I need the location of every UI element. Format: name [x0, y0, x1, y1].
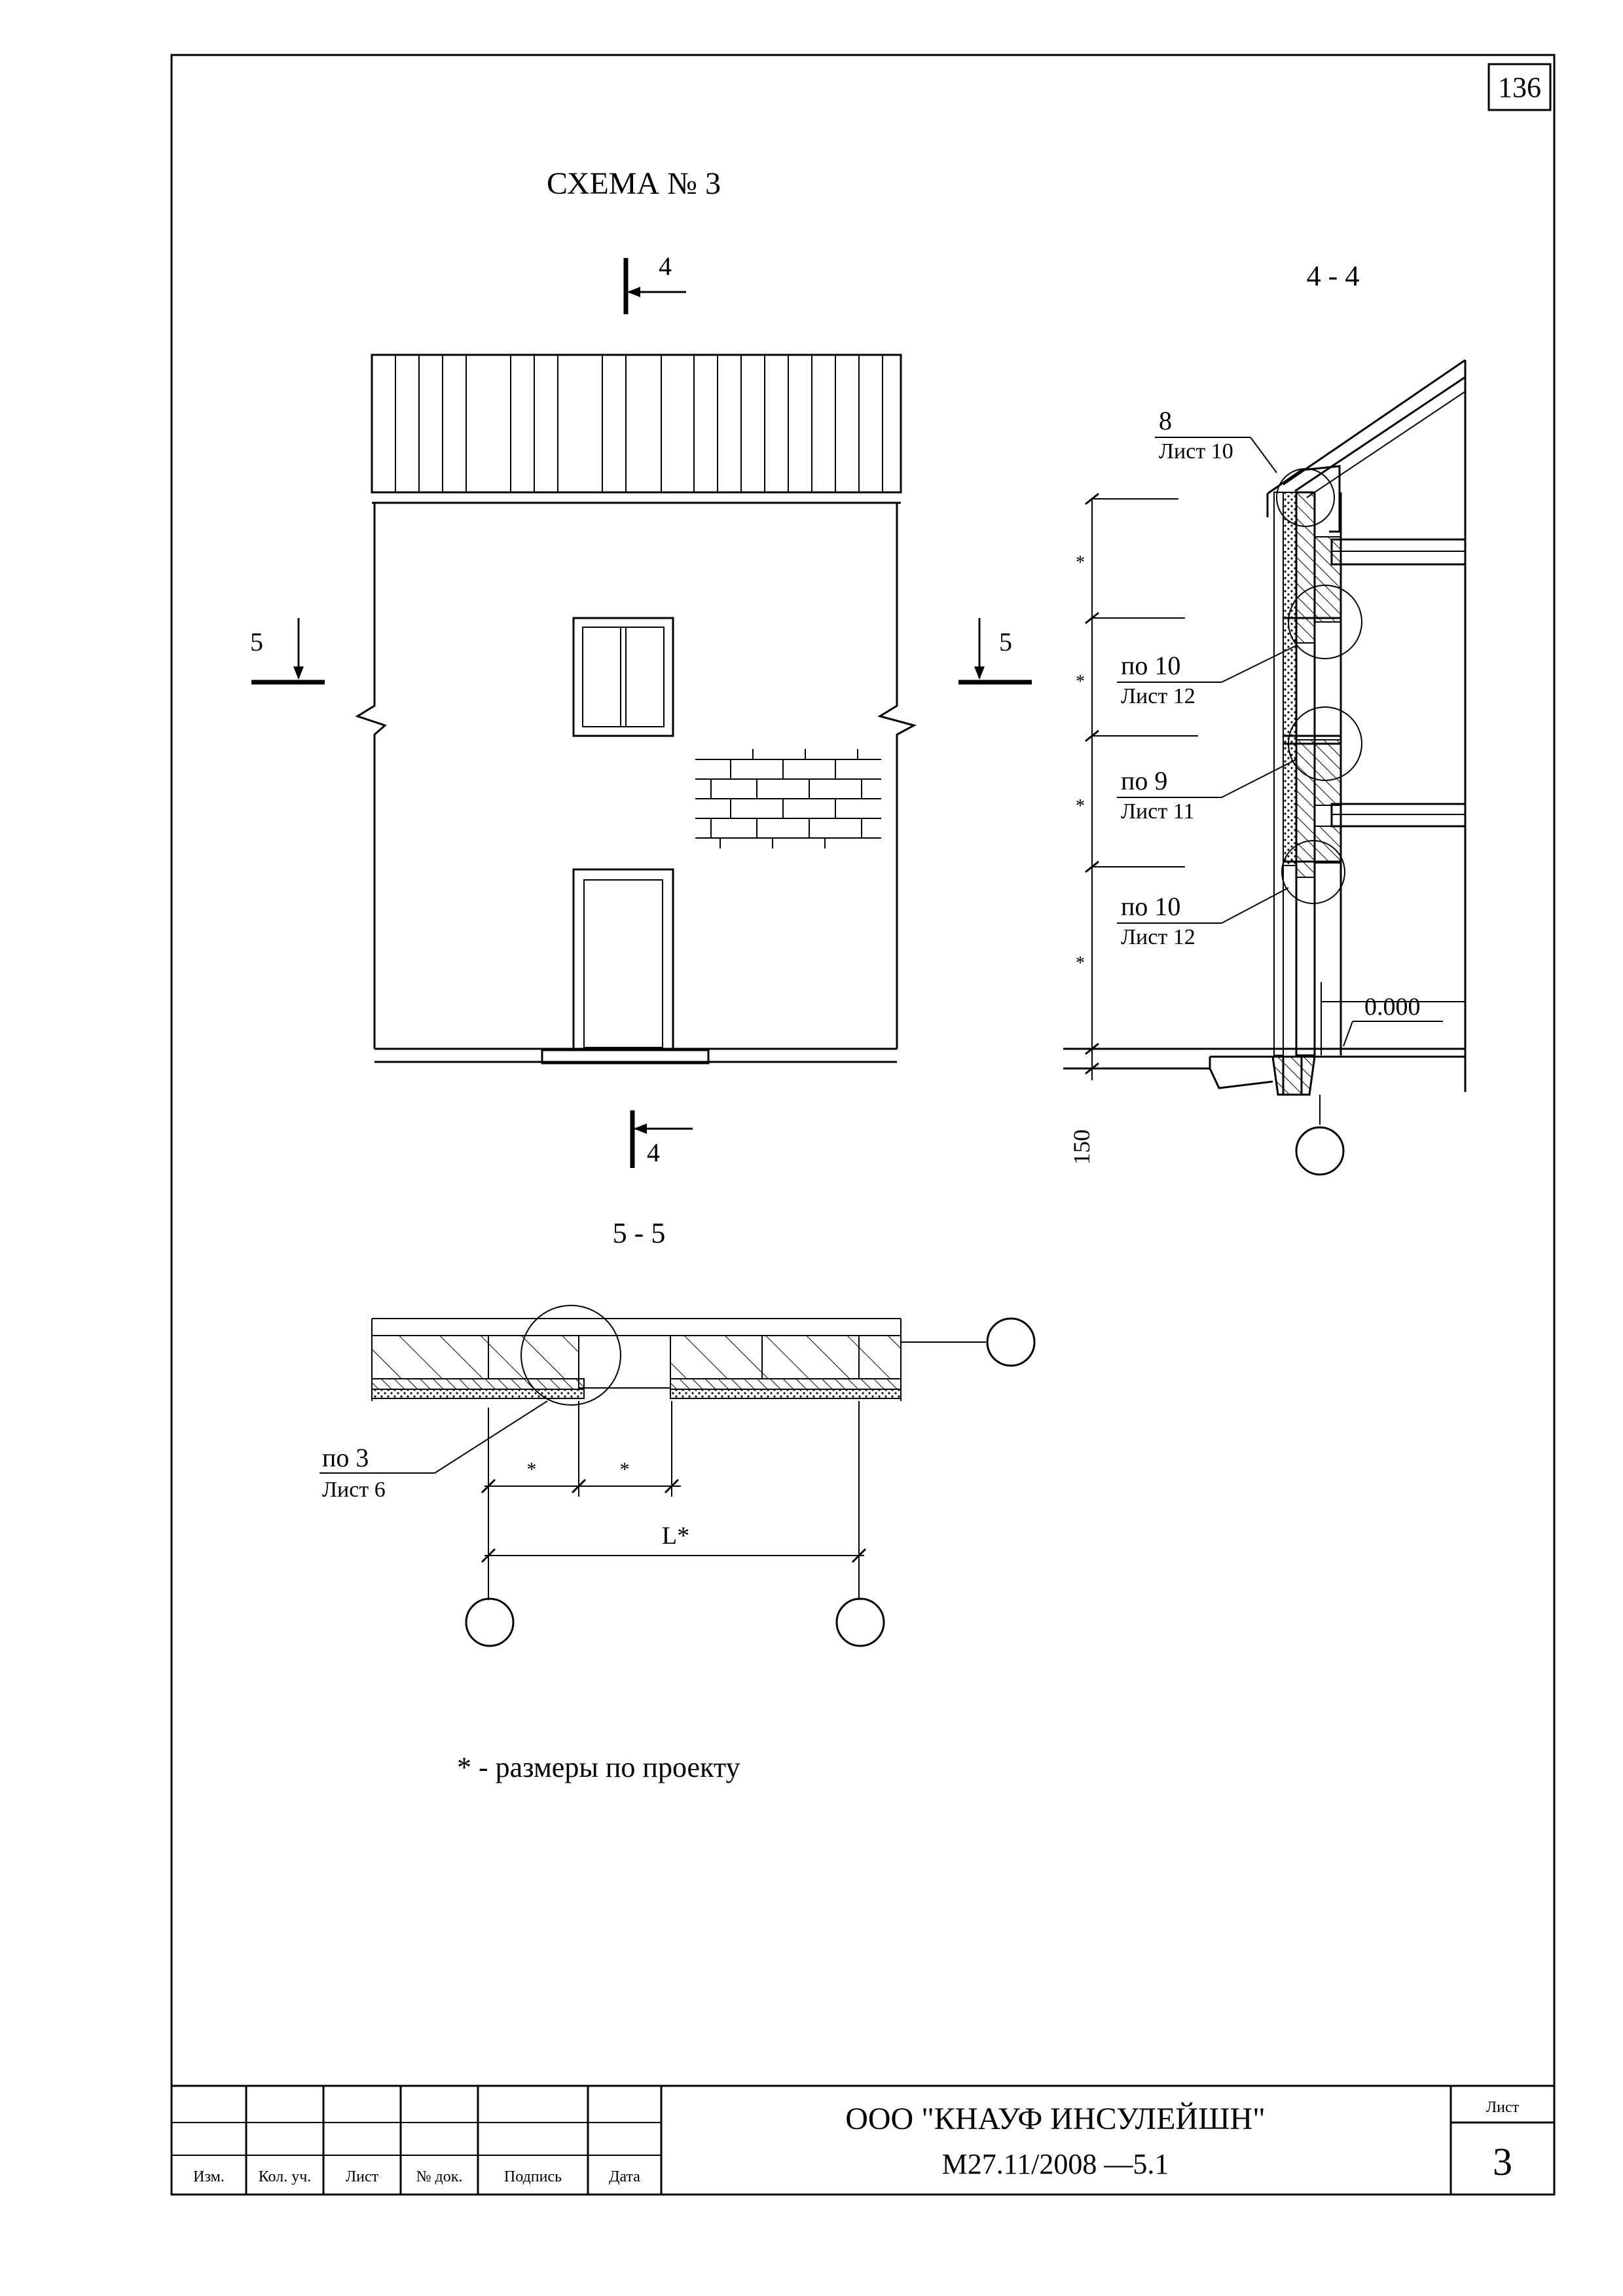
axis-bubble-left [466, 1599, 513, 1646]
door [574, 869, 673, 1050]
callout-8-sheet: Лист 10 [1159, 439, 1233, 464]
note-dimensions: * - размеры по проекту [457, 1751, 740, 1783]
dim-1: * [1076, 553, 1085, 573]
callout-8-ref: 8 [1159, 406, 1172, 435]
dim-150: 150 [1068, 1129, 1095, 1165]
section-mark-left: 5 [250, 627, 263, 657]
section-mark-right: 5 [999, 627, 1012, 657]
callout-10a-sheet: Лист 12 [1121, 684, 1195, 708]
tb-header-data: Дата [609, 2168, 640, 2185]
sheet-number: 3 [1493, 2140, 1512, 2183]
roof-corrugation [395, 355, 883, 492]
tb-header-kol: Кол. уч. [258, 2168, 312, 2185]
section-4-4-title: 4 - 4 [1306, 260, 1360, 292]
axis-bubble [1296, 1127, 1343, 1175]
tb-header-list: Лист [345, 2168, 379, 2185]
dim-star-2: * [619, 1459, 630, 1480]
title-block [172, 2086, 1554, 2195]
dim-star-1: * [526, 1459, 537, 1480]
sheet-frame [172, 55, 1554, 2195]
dim-L: L* [661, 1522, 690, 1550]
scheme-title: СХЕМА № 3 [547, 166, 721, 201]
callout-10a-ref: по 10 [1121, 651, 1181, 680]
section-mark-top: 4 [659, 251, 672, 281]
sheet-number-top: 136 [1498, 71, 1541, 103]
callout-9-ref: по 9 [1121, 766, 1168, 795]
facade-elevation [250, 251, 1032, 1168]
section-5-5 [319, 1217, 1034, 1646]
doc-code: М27.11/2008 —5.1 [941, 2148, 1169, 2180]
section-4-4 [1063, 260, 1465, 1175]
sheet-label: Лист [1486, 2099, 1520, 2116]
axis-bubble-right [987, 1319, 1034, 1366]
dim-2: * [1076, 672, 1085, 692]
callout-3-sheet: Лист 6 [322, 1478, 386, 1502]
tb-header-izm: Изм. [193, 2168, 225, 2185]
dim-4: * [1076, 953, 1085, 974]
tb-header-doc: № док. [416, 2168, 463, 2185]
brick-pattern [695, 749, 881, 848]
callout-9-sheet: Лист 11 [1121, 799, 1195, 824]
section-mark-bottom: 4 [647, 1138, 660, 1167]
callout-10b-ref: по 10 [1121, 892, 1181, 921]
callout-3-ref: по 3 [322, 1443, 369, 1472]
dim-3: * [1076, 796, 1085, 816]
window [574, 618, 673, 736]
section-5-5-title: 5 - 5 [612, 1217, 666, 1249]
tb-header-podpis: Подпись [503, 2168, 562, 2185]
level-mark: 0.000 [1364, 993, 1421, 1021]
company-name: ООО "КНАУФ ИНСУЛЕЙШН" [845, 2102, 1266, 2136]
callout-10b-sheet: Лист 12 [1121, 925, 1195, 949]
axis-bubble-mid [837, 1599, 884, 1646]
